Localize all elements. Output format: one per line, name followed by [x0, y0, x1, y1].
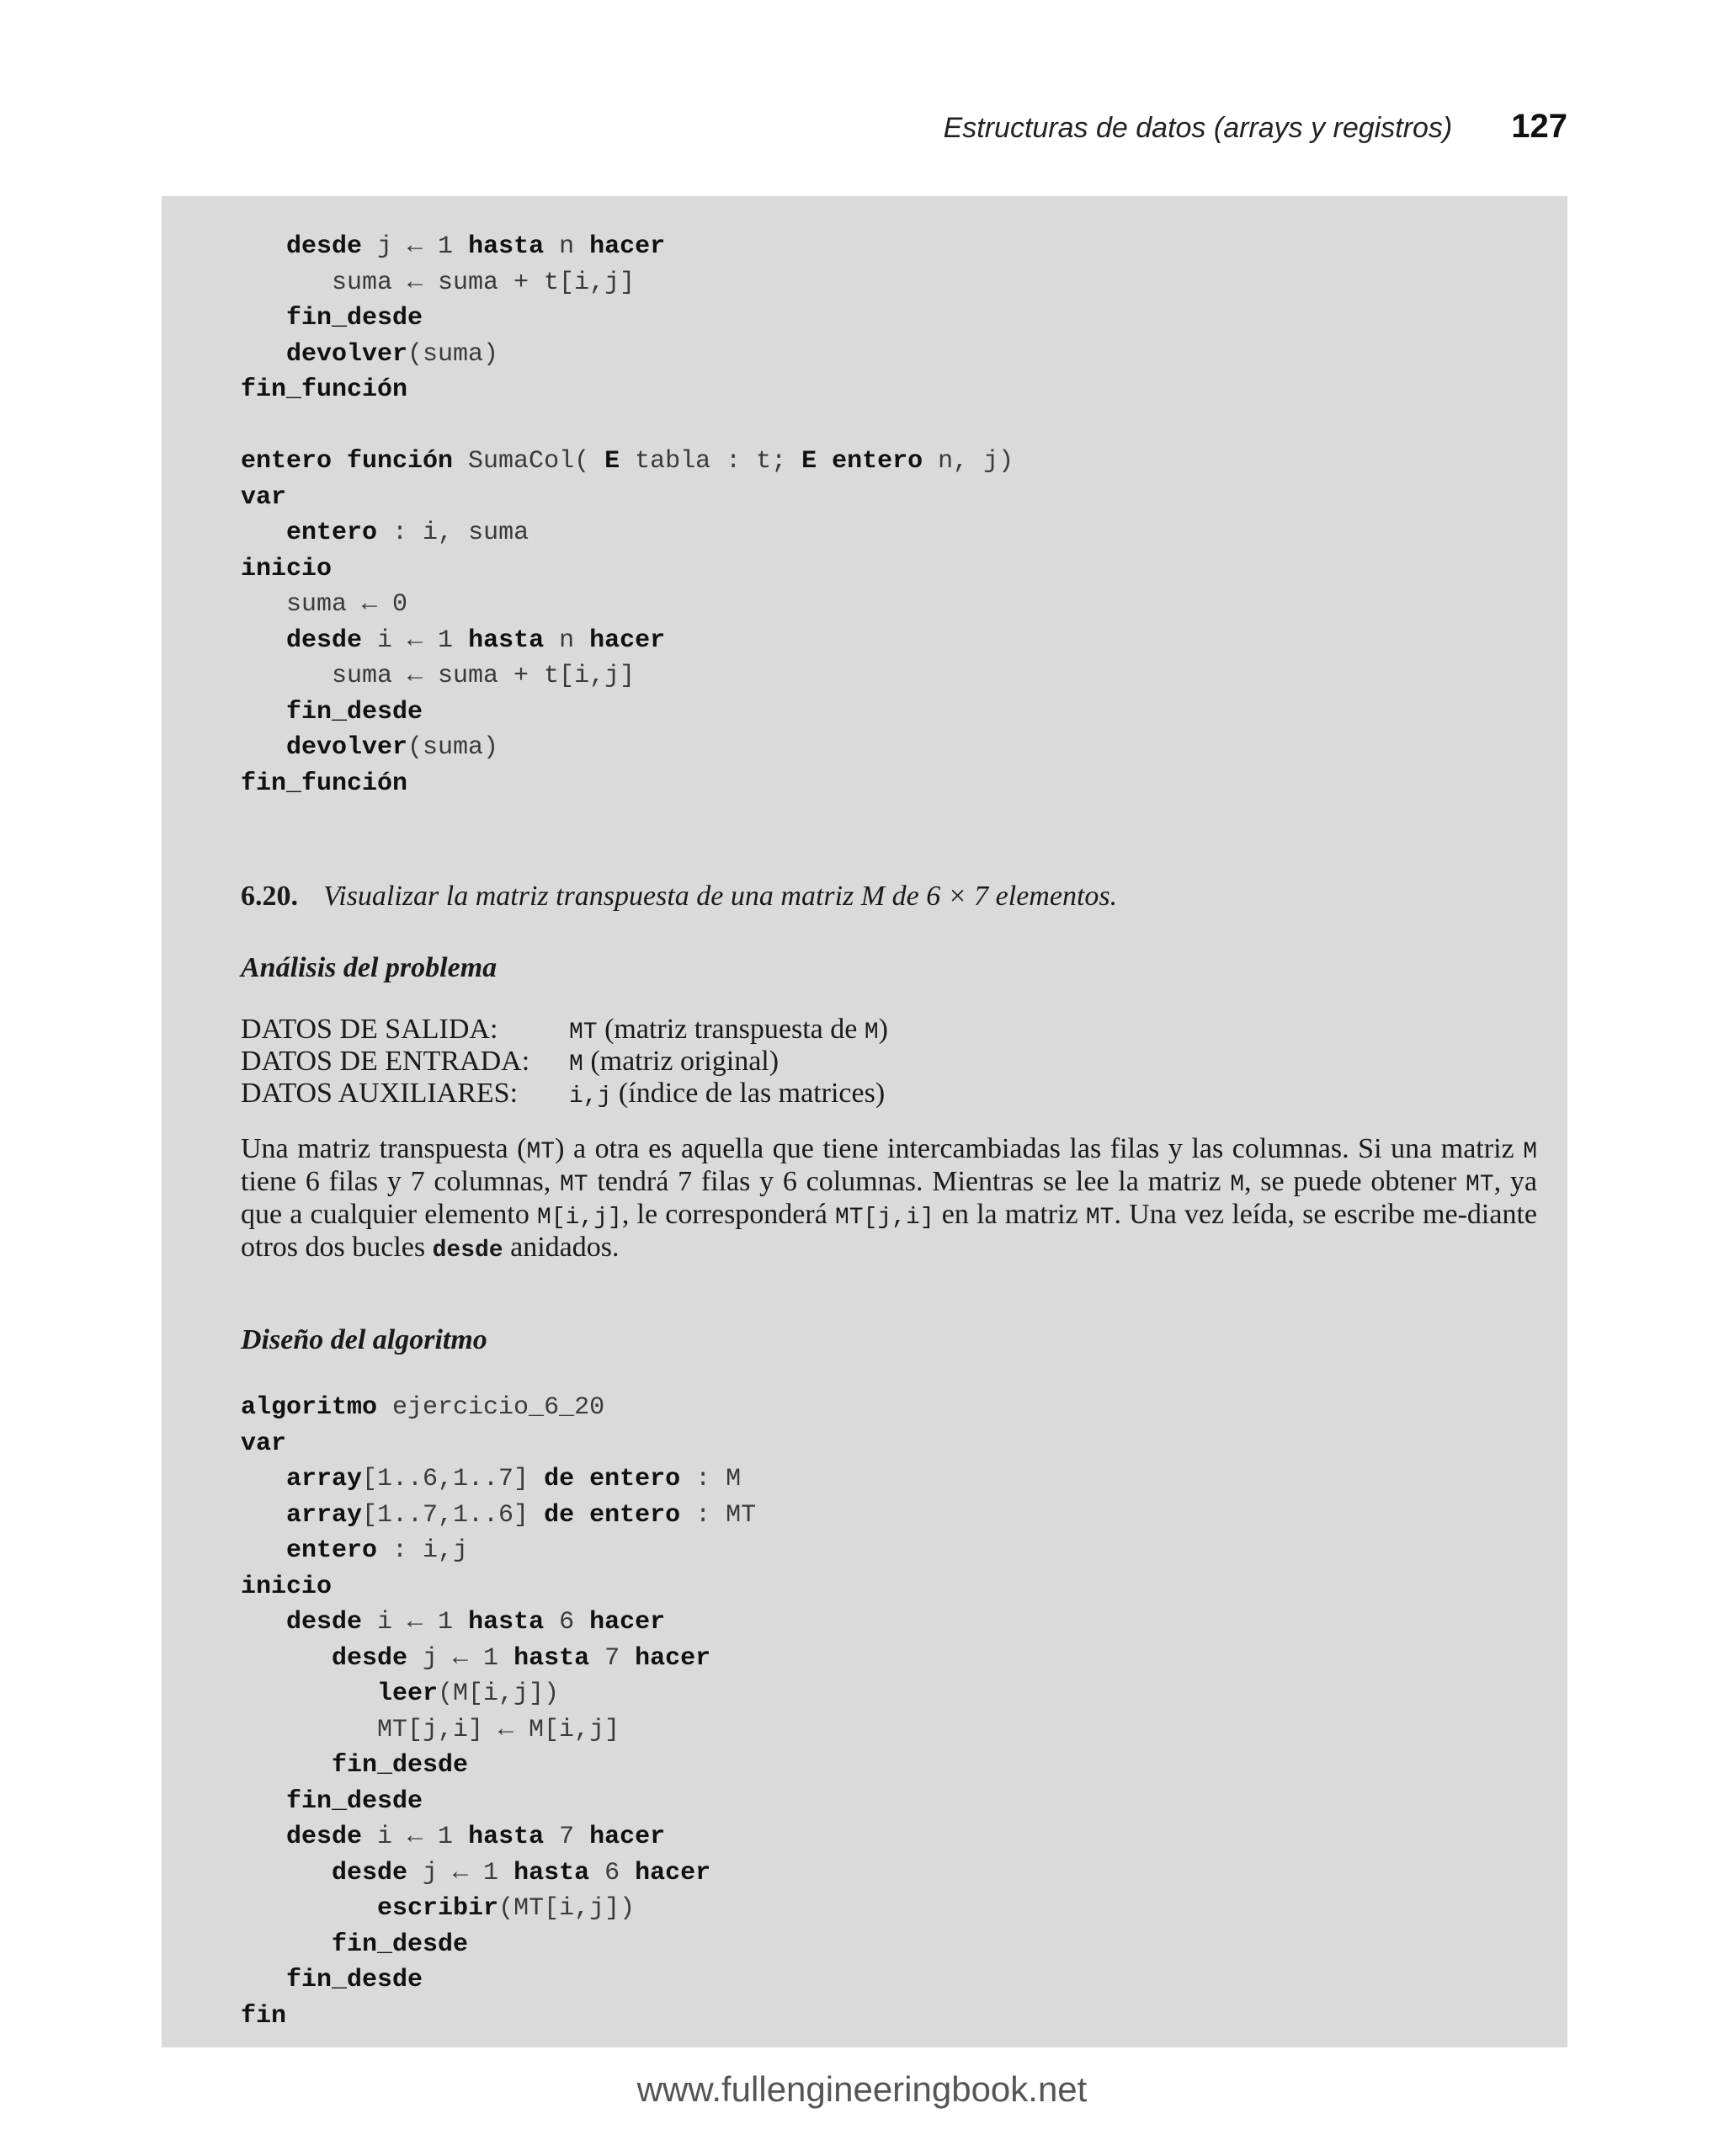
code-text: : i,j [377, 1536, 469, 1565]
code-keyword: desde [286, 1608, 363, 1637]
code-line [241, 551, 1014, 588]
code-text: j ← 1 [407, 1858, 514, 1887]
code-keyword: fin_desde [286, 1966, 423, 1994]
code-text [241, 1536, 286, 1565]
code-keyword: array [286, 1465, 363, 1493]
code-text [241, 340, 286, 369]
code-text: tabla : t; [620, 447, 802, 476]
code-text [241, 1966, 286, 1994]
code-keyword: algoritmo [241, 1393, 378, 1422]
code-line [241, 1533, 756, 1569]
paragraph-text: ) a otra es aquella que tiene intercambiadas las filas y las columnas. Si una matriz [555, 1133, 1524, 1164]
code-text: 7 [544, 1823, 590, 1851]
code-text [241, 1859, 332, 1887]
code-text: : MT [680, 1500, 757, 1530]
code-keyword: var [241, 1429, 287, 1458]
code-block-sumacol [241, 229, 1014, 801]
code-text [241, 232, 286, 261]
analysis-heading: Análisis del problema [241, 952, 498, 983]
code-text: SumaCol( [453, 447, 605, 476]
code-line [241, 587, 1014, 623]
code-keyword: hasta [468, 626, 545, 655]
code-keyword: desde [286, 232, 363, 261]
code-text: i ← 1 [362, 1608, 469, 1637]
exercise-number: 6.20. [241, 881, 298, 912]
code-text: (suma) [407, 339, 499, 369]
code-keyword: fin_función [241, 769, 408, 798]
code-text [241, 304, 286, 333]
paragraph-text: anidados. [503, 1232, 620, 1263]
code-text: n [544, 232, 590, 261]
paragraph-text: , le corresponderá [621, 1199, 835, 1230]
code-text: MT[j,i] ← M[i,j] [241, 1715, 620, 1744]
code-line [241, 1712, 756, 1749]
inline-keyword: desde [432, 1238, 503, 1264]
code-keyword: desde [332, 1858, 408, 1887]
code-line [241, 229, 1014, 265]
inline-code: M [1230, 1172, 1245, 1198]
code-line [241, 1962, 756, 1999]
code-keyword: de entero [544, 1500, 681, 1530]
code-text: : i, suma [377, 519, 529, 547]
code-keyword: escribir [377, 1894, 499, 1923]
code-keyword: devolver [286, 733, 408, 762]
code-text: (MT[i,j]) [498, 1894, 636, 1923]
code-line [241, 1390, 756, 1426]
paragraph-text: , ya que a cualquier elemento [241, 1166, 1537, 1230]
inline-code: MT [1466, 1172, 1494, 1198]
code-text [241, 1501, 286, 1530]
code-keyword: entero [286, 519, 378, 547]
exercise-statement [241, 876, 1117, 918]
data-spec-label: DATOS DE SALIDA: [241, 1014, 498, 1045]
code-line [241, 408, 1014, 445]
code-keyword: desde [286, 1823, 363, 1851]
paragraph-text: tendrá 7 filas y 6 columnas. Mientras se lee la matriz [588, 1166, 1231, 1197]
code-line [241, 372, 1014, 408]
code-keyword: fin_desde [332, 1751, 469, 1780]
code-line [241, 1891, 756, 1927]
data-spec-row [241, 1014, 888, 1046]
inline-code: MT [526, 1139, 556, 1165]
code-text [241, 733, 286, 762]
code-keyword: devolver [286, 339, 408, 369]
code-line [241, 1999, 756, 2035]
code-text: i ← 1 [362, 626, 469, 655]
data-spec-label: DATOS AUXILIARES: [241, 1078, 519, 1109]
data-spec-code: MT [569, 1019, 598, 1046]
code-line [241, 444, 1014, 480]
code-line [241, 1855, 756, 1892]
paragraph-text: en la matriz [934, 1199, 1086, 1230]
running-header [944, 108, 1567, 146]
code-text: n, j) [923, 447, 1014, 476]
code-keyword: inicio [241, 554, 333, 583]
code-keyword: fin_desde [286, 1786, 423, 1816]
inline-code: MT [559, 1172, 588, 1198]
code-keyword: hasta [468, 232, 545, 261]
code-line [241, 265, 1014, 301]
code-keyword: fin_desde [286, 697, 423, 727]
code-line [241, 1927, 756, 1963]
data-spec-value [569, 1046, 779, 1078]
data-spec-table [241, 1014, 888, 1110]
code-line [241, 1605, 756, 1641]
data-spec-text: ) [878, 1014, 888, 1045]
code-keyword: de entero [544, 1465, 681, 1493]
code-keyword: hasta [468, 1608, 545, 1637]
code-keyword: E [604, 447, 620, 476]
data-spec-value [569, 1078, 885, 1110]
data-spec-text: (matriz original) [583, 1046, 780, 1077]
code-keyword: hacer [635, 1858, 711, 1887]
code-keyword: fin_función [241, 375, 408, 404]
code-keyword: hacer [589, 1823, 666, 1851]
code-line [241, 1784, 756, 1820]
code-text [241, 1644, 332, 1673]
running-title: Estructuras de datos (arrays y registros) [943, 112, 1453, 144]
code-text [241, 1465, 286, 1493]
code-text: n [544, 626, 590, 655]
code-line [241, 480, 1014, 516]
code-keyword: array [286, 1500, 363, 1530]
code-line [241, 1641, 756, 1677]
paragraph-text: Una matriz transpuesta ( [241, 1133, 527, 1164]
code-text [241, 626, 286, 655]
code-keyword: hasta [513, 1643, 590, 1673]
analysis-paragraph [241, 1134, 1537, 1265]
code-keyword: hacer [589, 626, 666, 655]
code-line [241, 1569, 756, 1605]
code-line [241, 301, 1014, 337]
code-keyword: hacer [635, 1643, 711, 1673]
code-keyword: desde [286, 626, 363, 655]
code-text [241, 1680, 377, 1708]
code-text: (suma) [407, 733, 499, 762]
code-text: 6 [589, 1858, 636, 1887]
code-keyword: hasta [513, 1858, 590, 1887]
page-number: 127 [1511, 108, 1567, 145]
code-keyword: fin_desde [332, 1930, 469, 1959]
code-line [241, 1819, 756, 1855]
paragraph-text: , se puede obtener [1244, 1166, 1466, 1197]
code-text: 7 [589, 1643, 636, 1673]
code-keyword: hacer [589, 232, 666, 261]
code-line [241, 515, 1014, 551]
code-text: i ← 1 [362, 1823, 469, 1851]
code-text: [1..7,1..6] [362, 1500, 545, 1530]
code-keyword: fin [241, 2001, 287, 2031]
code-keyword: entero [286, 1536, 378, 1565]
code-line [241, 766, 1014, 802]
code-keyword: hasta [468, 1823, 545, 1851]
footer-url: www.fullengineeringbook.net [636, 2069, 1088, 2109]
code-text: : M [680, 1465, 742, 1493]
data-spec-code: M [864, 1019, 879, 1046]
code-keyword: desde [332, 1643, 408, 1673]
data-spec-row [241, 1046, 888, 1078]
code-line [241, 337, 1014, 373]
data-spec-text: (matriz transpuesta de [597, 1014, 865, 1045]
code-line [241, 695, 1014, 731]
inline-code: M[i,j] [537, 1205, 622, 1231]
code-text [241, 1894, 377, 1923]
code-text: 6 [544, 1608, 590, 1637]
data-spec-value [569, 1014, 888, 1046]
code-line [241, 1676, 756, 1712]
code-keyword: leer [377, 1680, 439, 1708]
code-text: suma ← suma + t[i,j] [241, 662, 636, 690]
code-text: j ← 1 [362, 232, 469, 261]
code-line [241, 1748, 756, 1784]
code-line [241, 1461, 756, 1498]
code-keyword: E entero [801, 447, 923, 476]
code-text [241, 1751, 332, 1780]
code-block-ejercicio-6-20 [241, 1390, 756, 2034]
code-text: [1..6,1..7] [362, 1465, 545, 1493]
inline-code: M [1523, 1139, 1537, 1165]
code-text: suma ← 0 [241, 590, 408, 619]
code-text: (M[i,j]) [438, 1680, 560, 1708]
code-line [241, 1426, 756, 1462]
design-heading: Diseño del algoritmo [241, 1324, 487, 1355]
code-text: suma ← suma + t[i,j] [241, 268, 636, 297]
code-text [241, 1608, 286, 1637]
paragraph-text: tiene 6 filas y 7 columnas, [241, 1166, 560, 1197]
code-keyword: fin_desde [286, 304, 423, 333]
code-line [241, 1498, 756, 1534]
code-keyword: entero función [241, 447, 454, 476]
data-spec-row [241, 1078, 888, 1110]
code-text [241, 1787, 286, 1816]
code-line [241, 658, 1014, 695]
exercise-text: Visualizar la matriz transpuesta de una matriz M de 6 × 7 elementos. [323, 881, 1118, 912]
data-spec-label: DATOS DE ENTRADA: [241, 1046, 530, 1077]
code-text [241, 519, 286, 547]
code-text [241, 1930, 332, 1959]
code-keyword: hacer [589, 1608, 666, 1637]
code-text [241, 1823, 286, 1851]
code-keyword: inicio [241, 1572, 333, 1601]
code-line [241, 730, 1014, 766]
inline-code: MT [1085, 1205, 1115, 1231]
data-spec-code: i,j [569, 1083, 612, 1110]
data-spec-text: (índice de las matrices) [611, 1078, 886, 1109]
code-text: j ← 1 [407, 1643, 514, 1673]
paragraph-text: . Una vez leída, se escribe me-diante otros dos bucles [241, 1199, 1537, 1263]
inline-code: MT[j,i] [835, 1205, 934, 1231]
code-text [241, 698, 286, 727]
code-keyword: var [241, 482, 287, 512]
code-line [241, 623, 1014, 659]
code-text: ejercicio_6_20 [377, 1393, 605, 1422]
data-spec-code: M [569, 1051, 583, 1078]
